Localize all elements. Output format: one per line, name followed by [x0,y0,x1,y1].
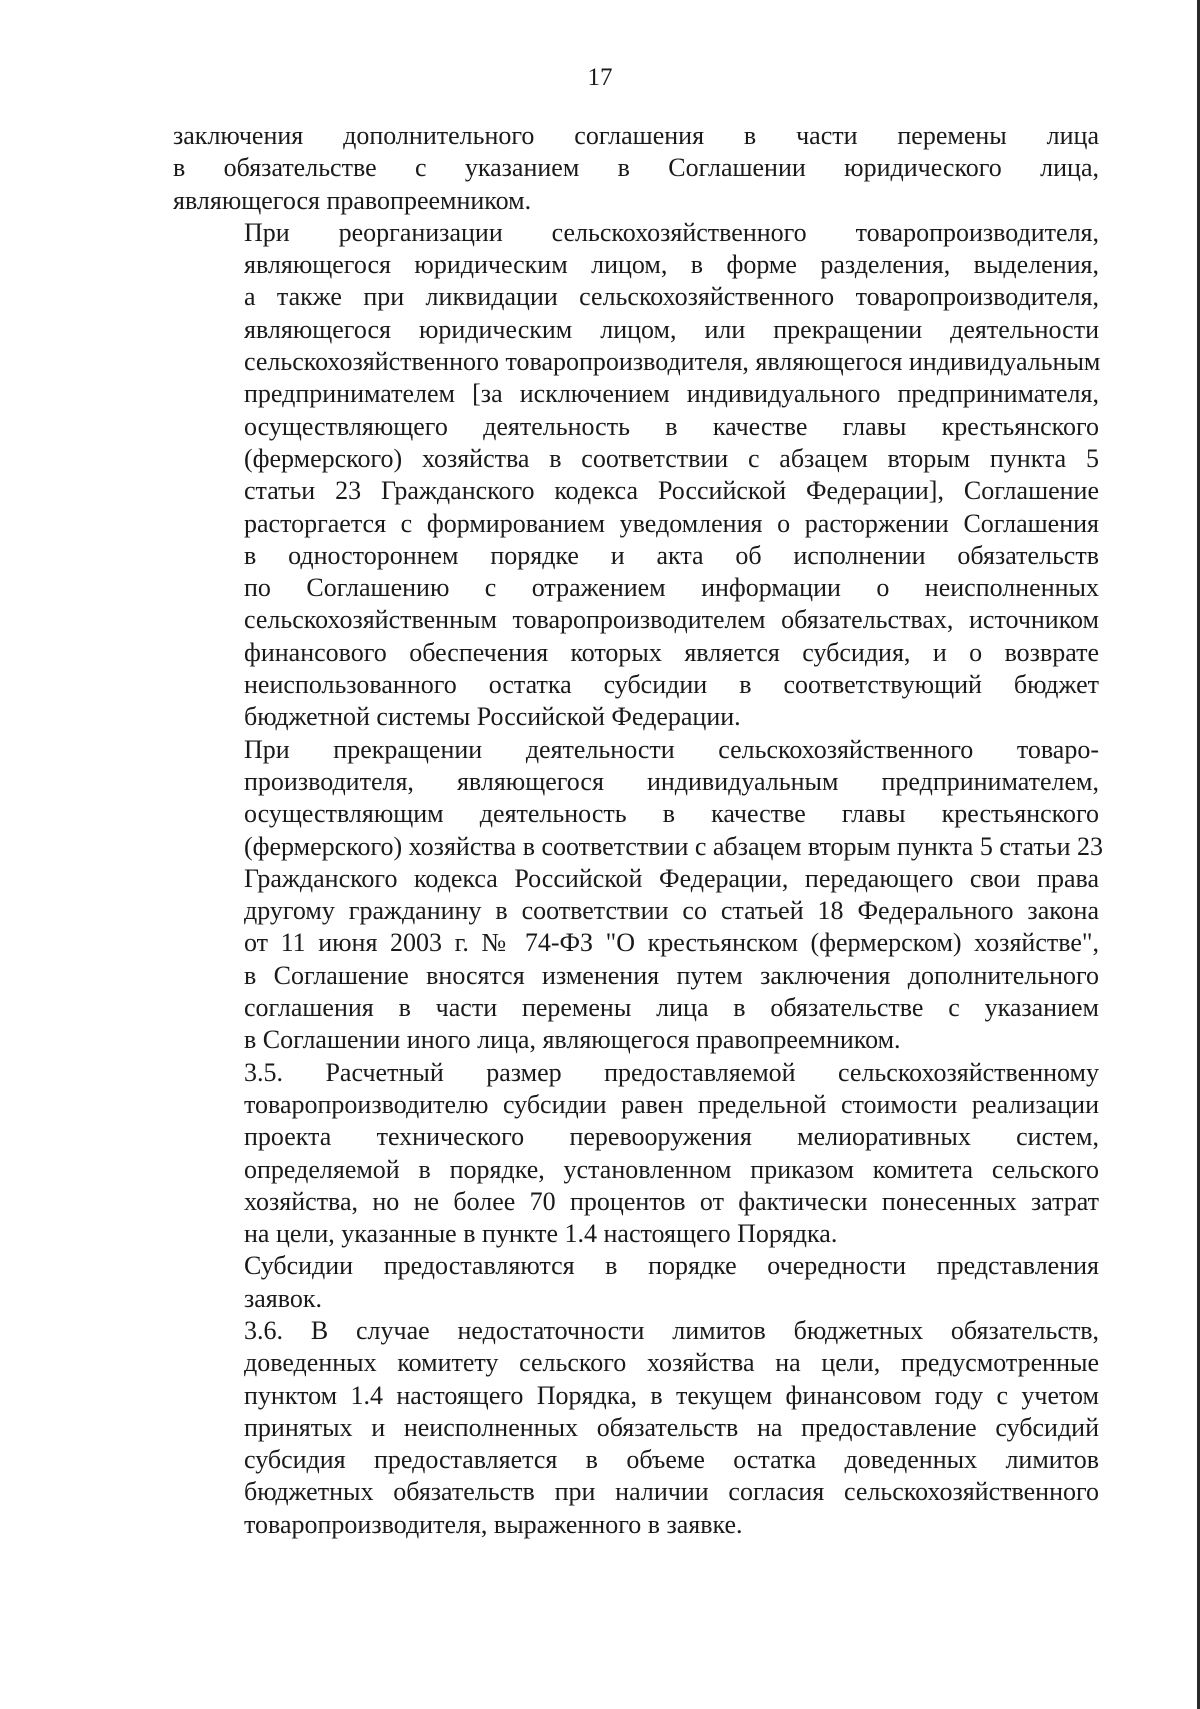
text-line: в Соглашении иного лица, являющегося правопреемником. [244,1025,901,1055]
text-line: статьи 23 Гражданского кодекса Российской Федерации], Соглашение [244,476,1099,506]
text-line: на цели, указанные в пункте 1.4 настоящего Порядка. [244,1219,838,1249]
text-line: 3.6. В случае недостаточности лимитов бюджетных обязательств, [244,1315,1099,1345]
document-body [173,120,1104,1541]
paragraph [173,1315,1099,1541]
text-line: Субсидии предоставляются в порядке очередности представления [244,1251,1099,1281]
paragraph [173,1250,1099,1315]
text-line: Гражданского кодекса Российской Федерации, передающего свои права [244,863,1099,893]
text-line: проекта технического перевооружения мелиоративных систем, [244,1122,1099,1152]
text-line: сельскохозяйственным товаропроизводителем обязательствах, источником [244,605,1099,635]
text-line: субсидия предоставляется в объеме остатка доведенных лимитов [244,1445,1099,1475]
text-line: производителя, являющегося индивидуальным предпринимателем, [244,766,1099,796]
text-line: (фермерского) хозяйства в соответствии с абзацем вторым пункта 5 [244,443,1099,473]
text-line: хозяйства, но не более 70 процентов от фактически понесенных затрат [244,1186,1099,1216]
text-line: в одностороннем порядке и акта об исполнении обязательств [244,540,1099,570]
text-line: являющегося юридическим лицом, или прекращении деятельности [244,314,1099,344]
text-line: соглашения в части перемены лица в обязательстве с указанием [244,993,1099,1023]
paragraph [173,1057,1099,1251]
text-line: в обязательстве с указанием в Соглашении юридического лица, [173,153,1099,183]
text-line: осуществляющим деятельность в качестве главы крестьянского [244,799,1099,829]
paragraph [173,120,1099,217]
text-line: а также при ликвидации сельскохозяйственного товаропроизводителя, [244,282,1099,312]
text-line: заявок. [244,1283,322,1313]
text-line: от 11 июня 2003 г. № 74-ФЗ "О крестьянском (фермерском) хозяйстве", [244,928,1099,958]
text-line: другому гражданину в соответствии со статьей 18 Федерального закона [244,896,1099,926]
text-line: При прекращении деятельности сельскохозяйственного товаро- [244,734,1099,764]
page-number: 17 [587,64,613,91]
paragraph [173,734,1104,1057]
text-line: предпринимателем [за исключением индивидуального предпринимателя, [244,379,1099,409]
text-line: При реорганизации сельскохозяйственного товаропроизводителя, [244,217,1099,247]
text-line: по Соглашению с отражением информации о неисполненных [244,573,1099,603]
text-line: неиспользованного остатка субсидии в соответствующий бюджет [244,670,1099,700]
text-line: сельскохозяйственного товаропроизводителя, являющегося индивидуальным [244,347,1101,377]
text-line: являющегося правопреемником. [173,185,532,215]
text-line: пунктом 1.4 настоящего Порядка, в текущем финансовом году с учетом [244,1380,1099,1410]
text-line: финансового обеспечения которых является субсидия, и о возврате [244,637,1099,667]
text-line: товаропроизводителю субсидии равен предельной стоимости реализации [244,1089,1099,1119]
text-line: бюджетных обязательств при наличии согласия сельскохозяйственного [244,1477,1099,1507]
text-line: товаропроизводителя, выраженного в заявке. [244,1509,743,1539]
paragraph [173,217,1099,734]
text-line: 3.5. Расчетный размер предоставляемой сельскохозяйственному [244,1057,1099,1087]
text-line: расторгается с формированием уведомления о расторжении Соглашения [244,508,1099,538]
text-line: в Соглашение вносятся изменения путем заключения дополнительного [244,960,1099,990]
text-line: являющегося юридическим лицом, в форме разделения, выделения, [244,250,1099,280]
text-line: заключения дополнительного соглашения в части перемены лица [173,121,1099,150]
text-line: принятых и неисполненных обязательств на предоставление субсидий [244,1412,1099,1442]
text-line: осуществляющего деятельность в качестве главы крестьянского [244,411,1099,441]
text-line: бюджетной системы Российской Федерации. [244,702,741,732]
text-line: доведенных комитету сельского хозяйства на цели, предусмотренные [244,1348,1099,1378]
text-line: определяемой в порядке, установленном приказом комитета сельского [244,1154,1099,1184]
text-line: (фермерского) хозяйства в соответствии с абзацем вторым пункта 5 статьи 23 [244,831,1104,861]
